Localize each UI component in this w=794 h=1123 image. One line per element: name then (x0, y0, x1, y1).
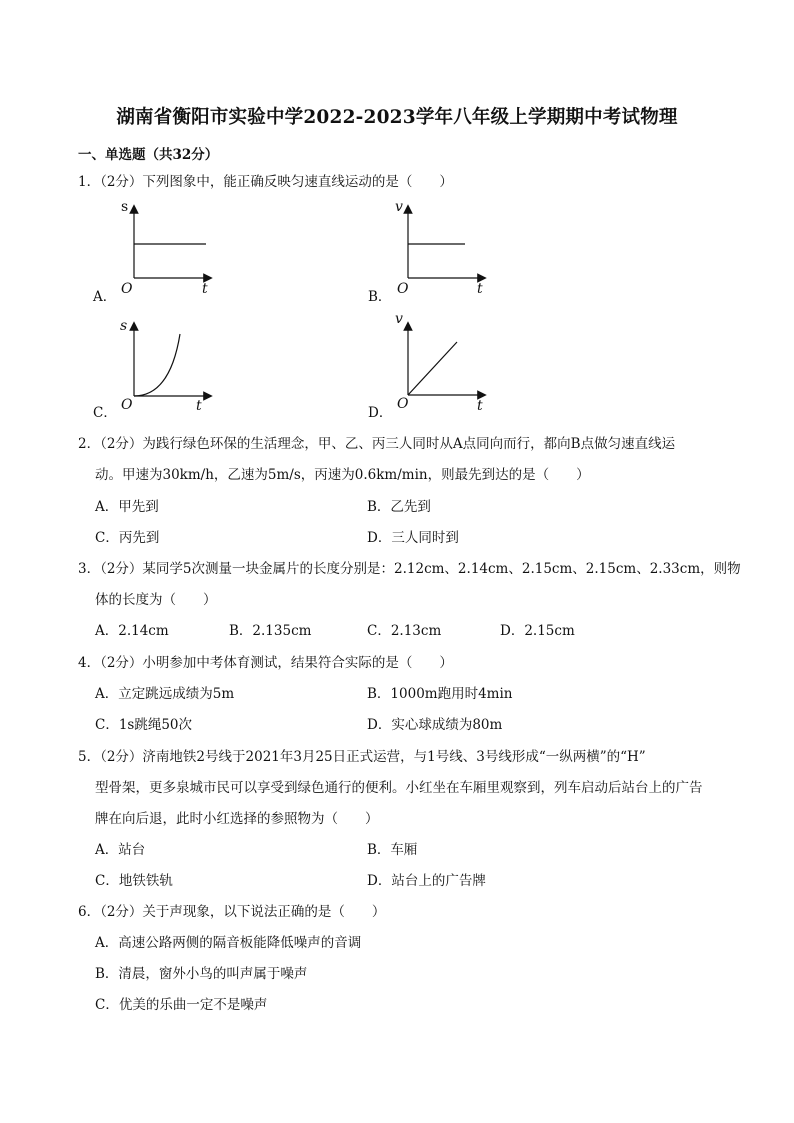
graph-a-origin: O (121, 281, 133, 297)
question-3-stem-line1: 3．（2分）某同学5次测量一块金属片的长度分别是：2.12cm、2.14cm、2.15cm、2.15cm、2.33cm，则物 (78, 561, 741, 577)
q5-option-b: B．车厢 (367, 842, 418, 858)
graph-b-ylabel: v (395, 199, 403, 215)
q1-graph-b (406, 205, 486, 285)
q4-option-b: B．1000m跑用时4min (367, 686, 513, 702)
q3-option-c: C．2.13cm (367, 623, 442, 639)
graph-a-xlabel: t (202, 281, 208, 297)
q3-option-b: B．2.135cm (229, 623, 312, 639)
q3-option-a: A．2.14cm (95, 623, 169, 639)
q6-option-a: A．高速公路两侧的隔音板能降低噪声的音调 (95, 935, 362, 951)
q1-option-a-label: A． (93, 289, 117, 305)
section-heading: 一、单选题（共32分） (78, 147, 219, 163)
graph-b-xlabel: t (477, 281, 483, 297)
graph-c-svg (132, 322, 212, 402)
graph-d-origin: O (397, 396, 409, 412)
q5-option-c: C．地铁铁轨 (95, 873, 173, 889)
graph-d-svg (406, 322, 486, 402)
page-title: 湖南省衡阳市实验中学2022-2023学年八年级上学期期中考试物理 (116, 107, 678, 128)
q4-option-d: D．实心球成绩为80m (367, 717, 503, 733)
graph-line-linear (408, 342, 457, 395)
graph-c-origin: O (121, 397, 133, 413)
q1-option-c-label: C． (93, 405, 117, 421)
question-5-stem-line2: 型骨架，更多泉城市民可以享受到绿色通行的便利。小红坐在车厢里观察到，列车启动后站台上的广告 (95, 780, 703, 796)
graph-c-ylabel: s (120, 318, 128, 334)
q5-option-a: A．站台 (95, 842, 146, 858)
q1-graph-c (132, 322, 212, 402)
graph-a-svg (132, 205, 212, 285)
q6-option-c: C．优美的乐曲一定不是噪声 (95, 997, 268, 1013)
question-2-stem-line1: 2．（2分）为践行绿色环保的生活理念，甲、乙、丙三人同时从A点同向而行，都向B点做匀速直线运 (78, 436, 676, 452)
graph-b-svg (406, 205, 486, 285)
q2-option-b: B．乙先到 (367, 499, 431, 515)
q1-graph-a (132, 205, 212, 285)
graph-d-xlabel: t (477, 398, 483, 414)
graph-b-origin: O (397, 281, 409, 297)
q1-graph-d (406, 322, 486, 402)
question-2-stem-line2: 动。甲速为30km/h，乙速为5m/s，丙速为0.6km/min，则最先到达的是（ ） (95, 467, 590, 483)
q3-option-d: D．2.15cm (500, 623, 575, 639)
question-5-stem-line1: 5．（2分）济南地铁2号线于2021年3月25日正式运营，与1号线、3号线形成“一纵两横”的“H” (78, 749, 646, 765)
graph-c-xlabel: t (196, 398, 202, 414)
question-6-stem: 6．（2分）关于声现象，以下说法正确的是（ ） (78, 904, 386, 920)
q5-option-d: D．站台上的广告牌 (367, 873, 486, 889)
q4-option-a: A．立定跳远成绩为5m (95, 686, 235, 702)
question-1-stem: 1．（2分）下列图象中，能正确反映匀速直线运动的是（ ） (78, 174, 453, 190)
q2-option-c: C．丙先到 (95, 530, 160, 546)
question-3-stem-line2: 体的长度为（ ） (95, 592, 217, 608)
q4-option-c: C．1s跳绳50次 (95, 717, 193, 733)
q2-option-d: D．三人同时到 (367, 530, 459, 546)
question-4-stem: 4．（2分）小明参加中考体育测试，结果符合实际的是（ ） (78, 655, 453, 671)
graph-curve-parabola (134, 334, 180, 396)
q6-option-b: B．清晨，窗外小鸟的叫声属于噪声 (95, 966, 308, 982)
q1-option-b-label: B． (368, 289, 392, 305)
graph-d-ylabel: v (395, 311, 403, 327)
q1-option-d-label: D． (368, 405, 393, 421)
question-5-stem-line3: 牌在向后退，此时小红选择的参照物为（ ） (95, 811, 379, 827)
q2-option-a: A．甲先到 (95, 499, 159, 515)
graph-a-ylabel: s (121, 199, 129, 215)
